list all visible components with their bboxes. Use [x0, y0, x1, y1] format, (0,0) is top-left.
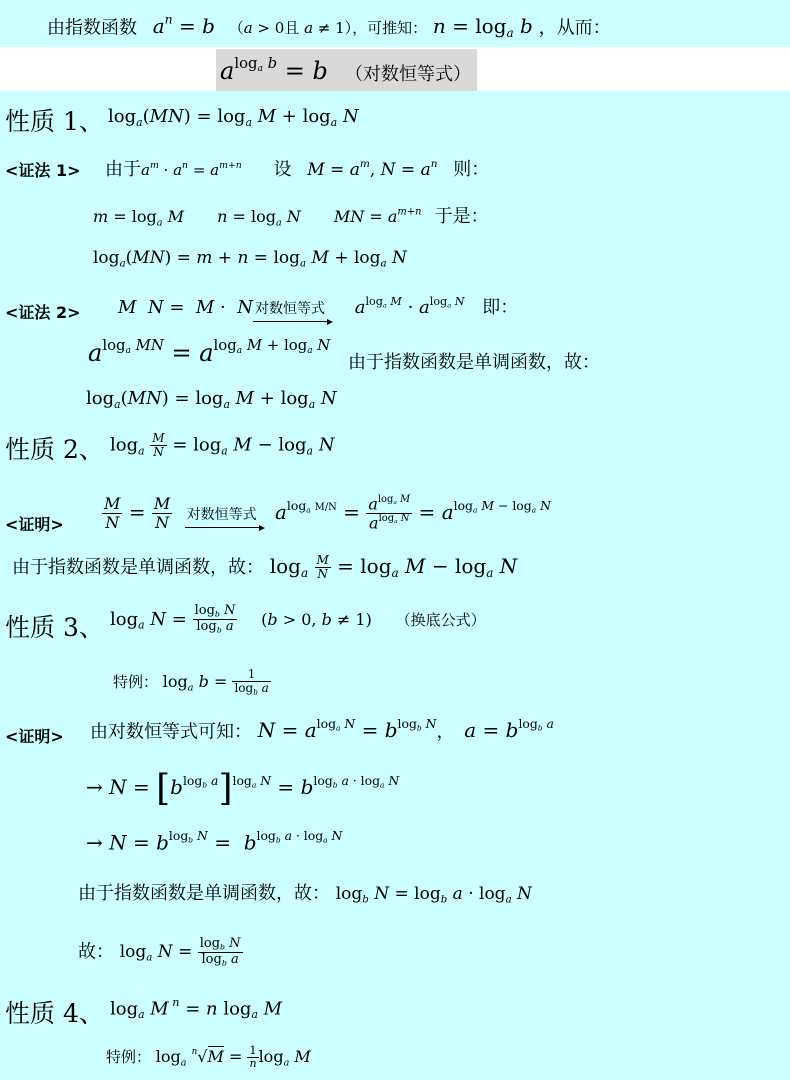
property2-proof-line2: 由于指数函数是单调函数，故： $\log_a$ $\frac{M}{N}$ = $\log_a M - \log_a N$: [12, 552, 518, 581]
proof1-tag: <证法 1>: [5, 161, 81, 180]
proof2-line2-text: 由于指数函数是单调函数，故：: [348, 352, 600, 373]
property2-formula: $\log_a$ $\frac{M}{N}$ = $\log_a M - \log_a N$: [110, 431, 335, 460]
property3-proof-line1: 由对数恒等式可知： $N = a^{log_a N} = b^{log_b N}$， $a = b^{log_b a}$: [90, 716, 554, 743]
property3-proof-line5: 故： $\log_a N$ = $\frac{\log_b N}{\log_b a}$: [78, 936, 241, 968]
proof2-line1: M N = M · N 对数恒等式 $a^{log_a M} \cdot a^{log_a N}$ 即：: [118, 293, 518, 322]
property3-special: 特例： $\log_a b$ = $\frac{1}{\log_b a}$: [113, 667, 269, 697]
intro-condition: （a > 0且 a ≠ 1），可推知：: [228, 19, 428, 38]
property3-proof-line4: 由于指数函数是单调函数，故： $\log_b N = \log_b a \cdot \log_a N$: [78, 883, 532, 906]
intro-formula: $a^n = b$: [152, 12, 215, 39]
identity-arrow-label: 对数恒等式: [253, 298, 327, 322]
proof2-tag: <证法 2>: [5, 303, 81, 322]
property2-proof-line1: $\frac{M}{N}$ = $\frac{M}{N}$ 对数恒等式 $a^{log_a M/N}$ = $\frac{a^{log_a M}}{a^{log_a N}}$ = $a^{log_a M - log_a N}$: [104, 494, 551, 533]
property1-heading: 性质 1、: [5, 107, 104, 136]
property4-heading: 性质 4、: [5, 999, 104, 1028]
property1-formula: $\log_a(MN) = \log_a M + \log_a N$: [108, 106, 359, 129]
property4-special: 特例： $\log_a ^n√M$ = $\frac{1}{n}$ $\log_a M$: [106, 1044, 311, 1071]
identity-name: （对数恒等式）: [345, 64, 471, 85]
intro-line: [47, 12, 611, 40]
property3-proof-tag: <证明>: [5, 727, 64, 746]
proof1-line2: $m = \log_a M$ $n = \log_a N$ MN = $a^{m+n}$ 于是：: [93, 206, 489, 229]
intro-text-after: ，从而：: [538, 17, 611, 39]
identity-formula: $a^{log_a b} = b$: [220, 54, 328, 86]
property3-proof-line2: → $N = [b^{log_b a}]^{log_a N} = b^{log_b a \cdot log_a N}$: [86, 768, 400, 809]
proof1-line1: 由于$a^m \cdot a^n = a^{m+n}$ 设 $M = a^m$, $N = a^n$ 则：: [105, 158, 490, 180]
intro-result: $n = \log_a b$: [432, 14, 533, 41]
property2-heading: 性质 2、: [5, 435, 104, 464]
property4-formula: $\log_a M$ $^n$ = n $\log_a M$: [110, 996, 283, 1022]
identity-arrow-label-2: 对数恒等式: [185, 504, 259, 528]
property3-proof-line3: → $N = b^{log_b N} = b^{log_b a \cdot log_a N}$: [86, 828, 343, 855]
proof2-line2: $a^{log_a MN} = a^{log_a M + log_a N}$: [88, 336, 331, 368]
property3-formula: $\log_a N$ = $\frac{\log_b N}{\log_b a}$ (b > 0, b ≠ 1) （换底公式）: [110, 603, 486, 635]
proof2-line3: $\log_a(MN) = \log_a M + \log_a N$: [86, 388, 337, 411]
intro-text: 由指数函数: [47, 17, 137, 39]
property2-proof-tag: <证明>: [5, 515, 64, 534]
proof1-line3: $\log_a(MN) = m + n = \log_a M + \log_a N$: [93, 248, 407, 270]
property3-heading: 性质 3、: [5, 613, 104, 642]
